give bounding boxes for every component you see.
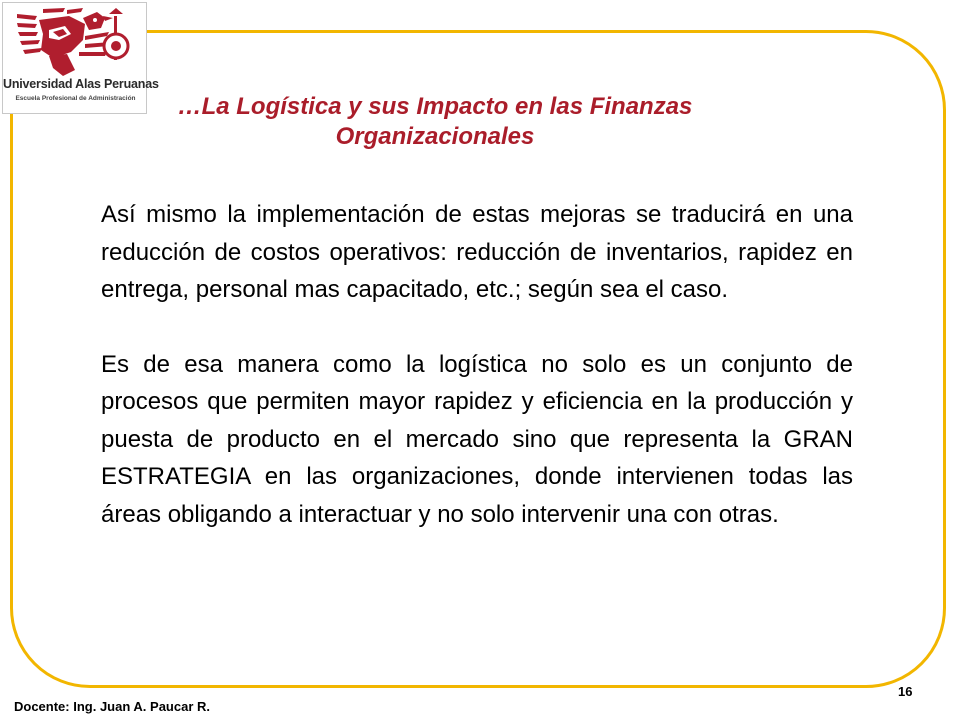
slide-title (130, 92, 740, 152)
bird-emblem-icon (13, 6, 138, 78)
school-name: Escuela Profesional de Administración (15, 95, 136, 102)
slide-title-line-2: Organizacionales (335, 123, 535, 150)
paragraph: Es de esa manera como la logística no solo es un conjunto de procesos que permiten mayor rapidez y eficiencia en la producción y puesta de producto en el mercado sino que representa la GRAN ESTRATEGIA en las organizaciones, donde intervienen todas las áreas obligando a interactuar y no solo intervenir una con otras. (101, 350, 853, 528)
slide-title-line-1: …La Logística y sus Impacto en las Finanzas (177, 93, 693, 120)
university-logo (2, 2, 159, 114)
footer-docente: Docente: Ing. Juan A. Paucar R. (14, 699, 211, 714)
university-name: Universidad Alas Peruanas (3, 77, 159, 91)
page-number: 16 (898, 684, 913, 699)
slide-body (101, 196, 853, 533)
paragraph: Así mismo la implementación de estas mejoras se traducirá en una reducción de costos operativos: reducción de inventarios, rapidez en entrega, personal mas capacitado, etc.; según sea el caso. (101, 201, 853, 303)
